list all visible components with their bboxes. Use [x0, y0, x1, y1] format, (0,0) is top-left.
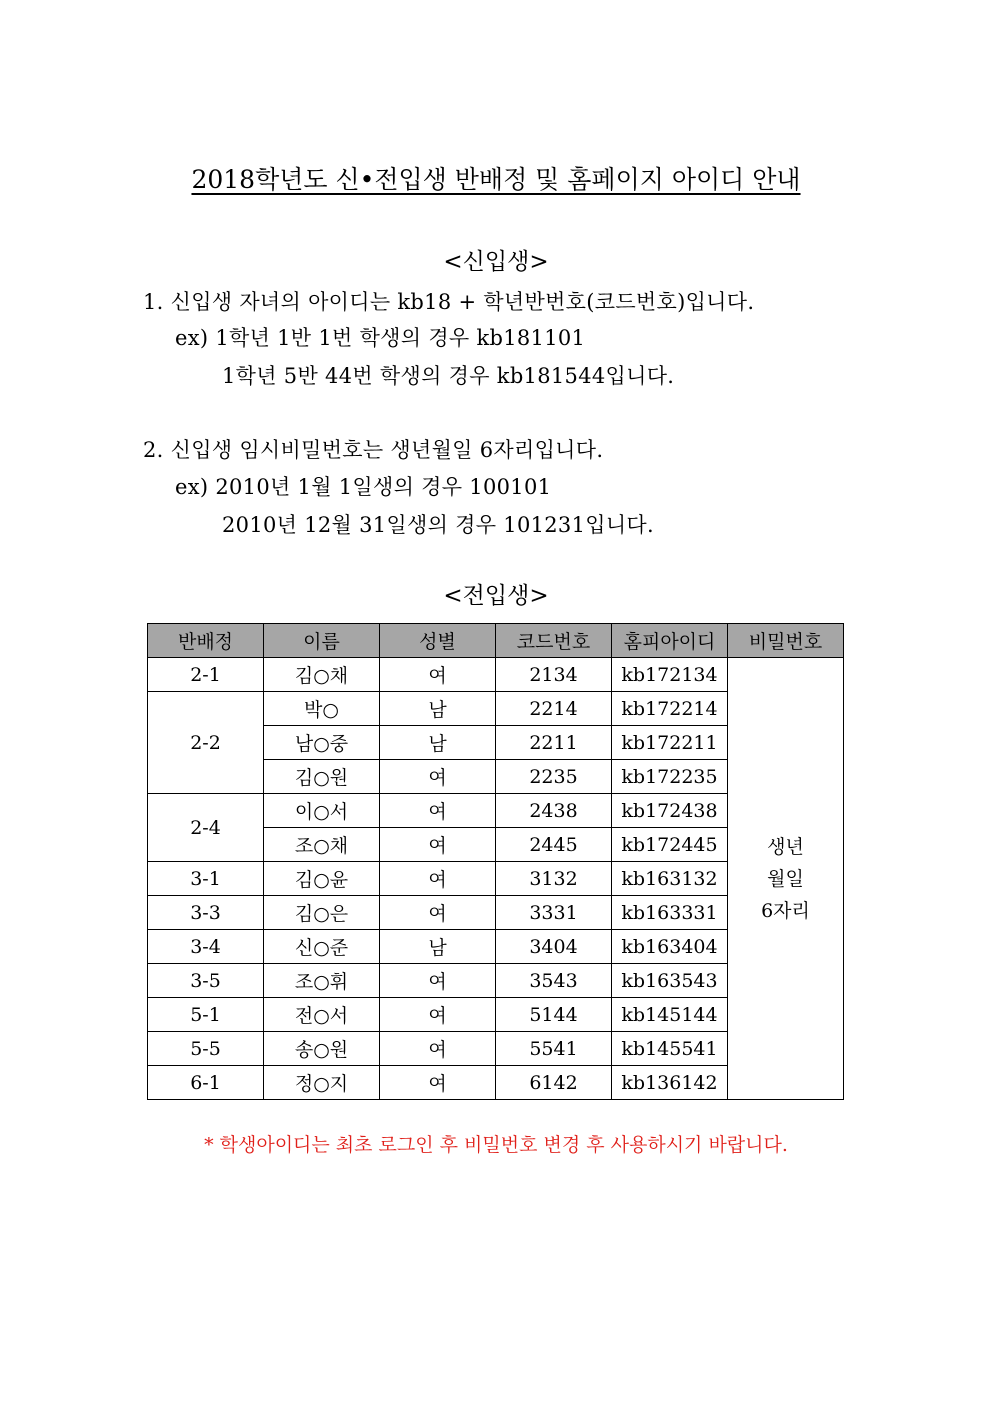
column-header-homepage-id: 홈피아이디 — [612, 624, 728, 658]
code-cell: 2211 — [496, 726, 612, 760]
class-cell: 6-1 — [148, 1066, 264, 1100]
new-students-item-1-example-2: 1학년 5반 44번 학생의 경우 kb181544입니다. — [222, 364, 675, 388]
password-change-notice: * 학생아이디는 최초 로그인 후 비밀번호 변경 후 사용하시기 바랍니다. — [204, 1134, 788, 1156]
table-row — [148, 658, 844, 692]
name-cell: 신○준 — [264, 930, 380, 964]
name-cell: 조○휘 — [264, 964, 380, 998]
new-students-item-2: 2. 신입생 임시비밀번호는 생년월일 6자리입니다. — [143, 438, 604, 462]
name-cell: 송○원 — [264, 1032, 380, 1066]
gender-cell: 여 — [380, 896, 496, 930]
new-students-item-1: 1. 신입생 자녀의 아이디는 kb18 + 학년반번호(코드번호)입니다. — [143, 290, 755, 314]
password-note-line-2: 월일 — [767, 867, 804, 890]
code-cell: 3132 — [496, 862, 612, 896]
homepage-id-cell: kb145144 — [612, 998, 728, 1032]
code-cell: 3543 — [496, 964, 612, 998]
name-cell: 김○채 — [264, 658, 380, 692]
transfer-students-table — [147, 623, 844, 1100]
table-header-row — [148, 624, 844, 658]
password-note-line-1: 생년 — [767, 835, 804, 858]
homepage-id-cell: kb172134 — [612, 658, 728, 692]
gender-cell: 남 — [380, 726, 496, 760]
homepage-id-cell: kb145541 — [612, 1032, 728, 1066]
class-cell: 2-4 — [148, 794, 264, 862]
class-cell: 3-1 — [148, 862, 264, 896]
name-cell: 정○지 — [264, 1066, 380, 1100]
homepage-id-cell: kb172211 — [612, 726, 728, 760]
code-cell: 2214 — [496, 692, 612, 726]
homepage-id-cell: kb163132 — [612, 862, 728, 896]
homepage-id-cell: kb163404 — [612, 930, 728, 964]
gender-cell: 남 — [380, 692, 496, 726]
gender-cell: 여 — [380, 862, 496, 896]
name-cell: 김○원 — [264, 760, 380, 794]
gender-cell: 여 — [380, 998, 496, 1032]
password-note-line-3: 6자리 — [761, 899, 810, 922]
gender-cell: 남 — [380, 930, 496, 964]
homepage-id-cell: kb172214 — [612, 692, 728, 726]
column-header-class: 반배정 — [148, 624, 264, 658]
gender-cell: 여 — [380, 964, 496, 998]
class-cell: 2-2 — [148, 692, 264, 794]
name-cell: 김○은 — [264, 896, 380, 930]
homepage-id-cell: kb163543 — [612, 964, 728, 998]
new-students-item-1-example-1: ex) 1학년 1반 1번 학생의 경우 kb181101 — [175, 326, 586, 350]
gender-cell: 여 — [380, 1066, 496, 1100]
gender-cell: 여 — [380, 828, 496, 862]
new-students-item-2-example-2: 2010년 12월 31일생의 경우 101231입니다. — [222, 513, 654, 537]
name-cell: 김○윤 — [264, 862, 380, 896]
code-cell: 5541 — [496, 1032, 612, 1066]
homepage-id-cell: kb172445 — [612, 828, 728, 862]
new-students-item-2-example-1: ex) 2010년 1월 1일생의 경우 100101 — [175, 475, 552, 499]
homepage-id-cell: kb136142 — [612, 1066, 728, 1100]
code-cell: 2235 — [496, 760, 612, 794]
document-title: 2018학년도 신•전입생 반배정 및 홈페이지 아이디 안내 — [191, 165, 801, 194]
class-cell: 3-5 — [148, 964, 264, 998]
class-cell: 3-4 — [148, 930, 264, 964]
class-cell: 5-5 — [148, 1032, 264, 1066]
name-cell: 박○ — [264, 692, 380, 726]
column-header-gender: 성별 — [380, 624, 496, 658]
gender-cell: 여 — [380, 658, 496, 692]
code-cell: 3404 — [496, 930, 612, 964]
code-cell: 2134 — [496, 658, 612, 692]
column-header-password: 비밀번호 — [728, 624, 844, 658]
homepage-id-cell: kb163331 — [612, 896, 728, 930]
code-cell: 3331 — [496, 896, 612, 930]
transfer-students-heading: <전입생> — [443, 583, 549, 609]
name-cell: 전○서 — [264, 998, 380, 1032]
gender-cell: 여 — [380, 1032, 496, 1066]
code-cell: 2445 — [496, 828, 612, 862]
name-cell: 조○채 — [264, 828, 380, 862]
code-cell: 5144 — [496, 998, 612, 1032]
column-header-name: 이름 — [264, 624, 380, 658]
class-cell: 2-1 — [148, 658, 264, 692]
gender-cell: 여 — [380, 794, 496, 828]
new-students-heading: <신입생> — [443, 249, 549, 275]
column-header-code: 코드번호 — [496, 624, 612, 658]
class-cell: 5-1 — [148, 998, 264, 1032]
class-cell: 3-3 — [148, 896, 264, 930]
gender-cell: 여 — [380, 760, 496, 794]
code-cell: 2438 — [496, 794, 612, 828]
homepage-id-cell: kb172235 — [612, 760, 728, 794]
name-cell: 남○중 — [264, 726, 380, 760]
name-cell: 이○서 — [264, 794, 380, 828]
homepage-id-cell: kb172438 — [612, 794, 728, 828]
password-cell — [728, 658, 844, 1100]
code-cell: 6142 — [496, 1066, 612, 1100]
